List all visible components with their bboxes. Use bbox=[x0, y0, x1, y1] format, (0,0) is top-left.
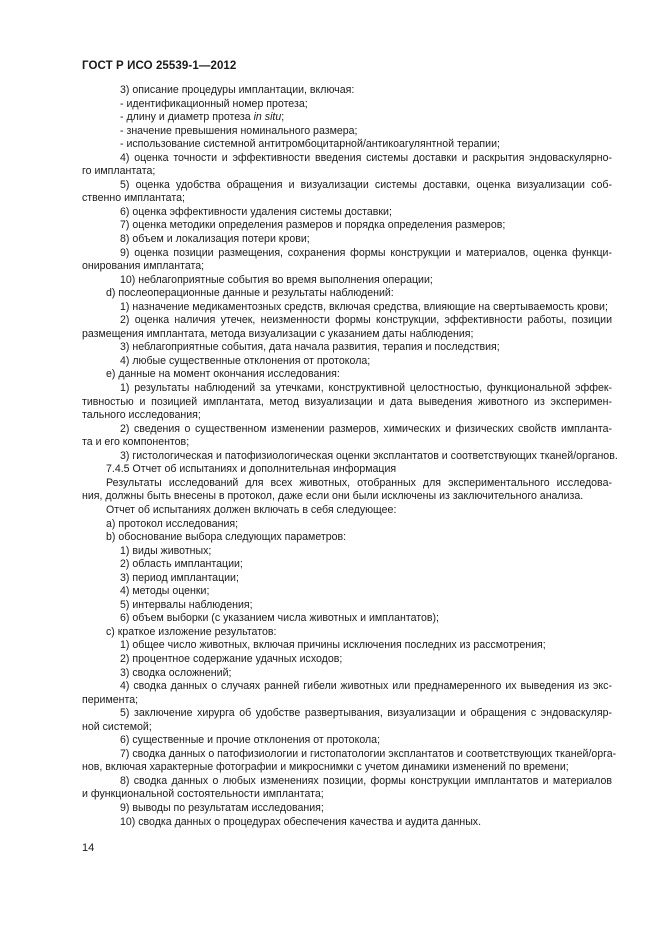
text-line: 9) выводы по результатам исследования; bbox=[120, 801, 324, 814]
text-line: ния, должны быть внесены в протокол, даже если они были исключены из заключительного анализа. bbox=[82, 490, 584, 503]
text-line: 4) сводка данных о случаях ранней гибели животных или преднамеренного их выведения из экс- bbox=[120, 680, 612, 693]
text-line: 7) оценка методики определения размеров и порядка определения размеров; bbox=[120, 219, 506, 232]
text-line: 6) объем выборки (с указанием числа животных и имплантатов); bbox=[120, 612, 439, 625]
text-line: 1) результаты наблюдений за утечками, конструктивной целостностью, функциональной эффек- bbox=[120, 382, 612, 395]
text-line: 5) заключение хирурга об удобстве развертывания, визуализации и обращения с эндоваскуляр- bbox=[120, 707, 612, 720]
text-line: перимента; bbox=[82, 693, 139, 706]
text-line: ственно имплантата; bbox=[82, 192, 185, 205]
text-line: 8) объем и локализация потери крови; bbox=[120, 233, 310, 246]
text-line: - значение превышения номинального размера; bbox=[120, 124, 358, 137]
text-line: 4) оценка точности и эффективности введения системы доставки и раскрытия эндоваскулярно- bbox=[120, 151, 612, 164]
text-line: 3) гистологическая и патофизиологическая оценки эксплантатов и соответствующих тканей/органов. bbox=[120, 449, 618, 462]
text-line: - использование системной антитромбоцитарной/антикоагулянтной терапии; bbox=[120, 138, 500, 151]
text-line: 2) сведения о существенном изменении размеров, химических и физических свойств импланта- bbox=[120, 422, 612, 435]
text-line: 3) описание процедуры имплантации, включая: bbox=[120, 84, 355, 96]
text-line: 4) любые существенные отклонения от протокола; bbox=[120, 354, 371, 367]
text-line: 7) сводка данных о патофизиологии и гистопатологии эксплантатов и соответствующих тканей/орга- bbox=[120, 747, 617, 760]
text-line: и функциональной состоятельности имплантата; bbox=[82, 788, 324, 801]
text-line: a) протокол исследования; bbox=[106, 517, 239, 530]
text-line: го имплантата; bbox=[82, 165, 156, 178]
text-line: 3) неблагоприятные события, дата начала развития, терапия и последствия; bbox=[120, 341, 500, 354]
document-header: ГОСТ Р ИСО 25539-1—2012 bbox=[82, 60, 237, 72]
text-line: 1) виды животных; bbox=[120, 544, 212, 557]
text-line: нов, включая характерные фотографии и микроснимки с учетом динамики изменений по времени; bbox=[82, 761, 569, 774]
text-segment: ; bbox=[281, 111, 285, 124]
text-line: тального исследования; bbox=[82, 409, 201, 422]
text-line: e) данные на момент окончания исследования: bbox=[106, 368, 340, 381]
italic-term: in situ bbox=[253, 111, 282, 124]
text-line: 4) методы оценки; bbox=[120, 585, 210, 598]
text-line: ной системой; bbox=[82, 720, 152, 733]
text-line: 10) неблагоприятные события во время выполнения операции; bbox=[120, 273, 433, 286]
text-line: 5) оценка удобства обращения и визуализации системы доставки, оценка визуализации соб- bbox=[120, 178, 612, 191]
document-body bbox=[82, 84, 618, 829]
text-line: c) краткое изложение результатов: bbox=[106, 625, 277, 638]
text-segment: - длину и диаметр протеза bbox=[120, 111, 254, 124]
text-line: 5) интервалы наблюдения; bbox=[120, 598, 253, 611]
text-line: 3) сводка осложнений; bbox=[120, 666, 232, 679]
page-number: 14 bbox=[82, 842, 95, 854]
text-line: d) послеоперационные данные и результаты наблюдений: bbox=[106, 287, 394, 300]
text-line: 7.4.5 Отчет об испытаниях и дополнительная информация bbox=[106, 463, 397, 476]
text-line: b) обоснование выбора следующих параметров: bbox=[106, 531, 347, 544]
text-line: Результаты исследований для всех животных, отобранных для экспериментального исследова- bbox=[106, 476, 612, 489]
text-line: 8) сводка данных о любых изменениях позиции, формы конструкции имплантатов и материалов bbox=[120, 774, 612, 787]
text-line: 6) оценка эффективности удаления системы доставки; bbox=[120, 205, 392, 218]
text-line: 3) период имплантации; bbox=[120, 571, 239, 584]
text-line bbox=[82, 111, 612, 125]
text-line: 10) сводка данных о процедурах обеспечения качества и аудита данных. bbox=[120, 815, 482, 828]
text-line: размещения имплантата, метода визуализации с указанием даты наблюдения; bbox=[82, 327, 474, 340]
text-line: 1) назначение медикаментозных средств, включая средства, влияющие на свертываемость крови; bbox=[120, 300, 608, 313]
text-line: Отчет об испытаниях должен включать в себя следующее: bbox=[106, 503, 397, 516]
text-line: 1) общее число животных, включая причины исключения последних из рассмотрения; bbox=[120, 639, 546, 652]
text-line: 2) область имплантации; bbox=[120, 558, 243, 571]
text-line: онирования имплантата; bbox=[82, 260, 205, 273]
text-line: тивностью и позицией имплантата, метод визуализации и дата выведения животного из эксперимен- bbox=[82, 395, 612, 408]
text-line: - идентификационный номер протеза; bbox=[120, 97, 308, 110]
text-line: 9) оценка позиции размещения, сохранения формы конструкции и материалов, оценка функци- bbox=[120, 246, 612, 259]
text-line: 6) существенные и прочие отклонения от протокола; bbox=[120, 734, 381, 747]
text-line: та и его компонентов; bbox=[82, 436, 190, 449]
text-line: 2) оценка наличия утечек, неизменности формы конструкции, эффективности работы, позиции bbox=[120, 314, 612, 327]
text-line: 2) процентное содержание удачных исходов; bbox=[120, 652, 343, 665]
